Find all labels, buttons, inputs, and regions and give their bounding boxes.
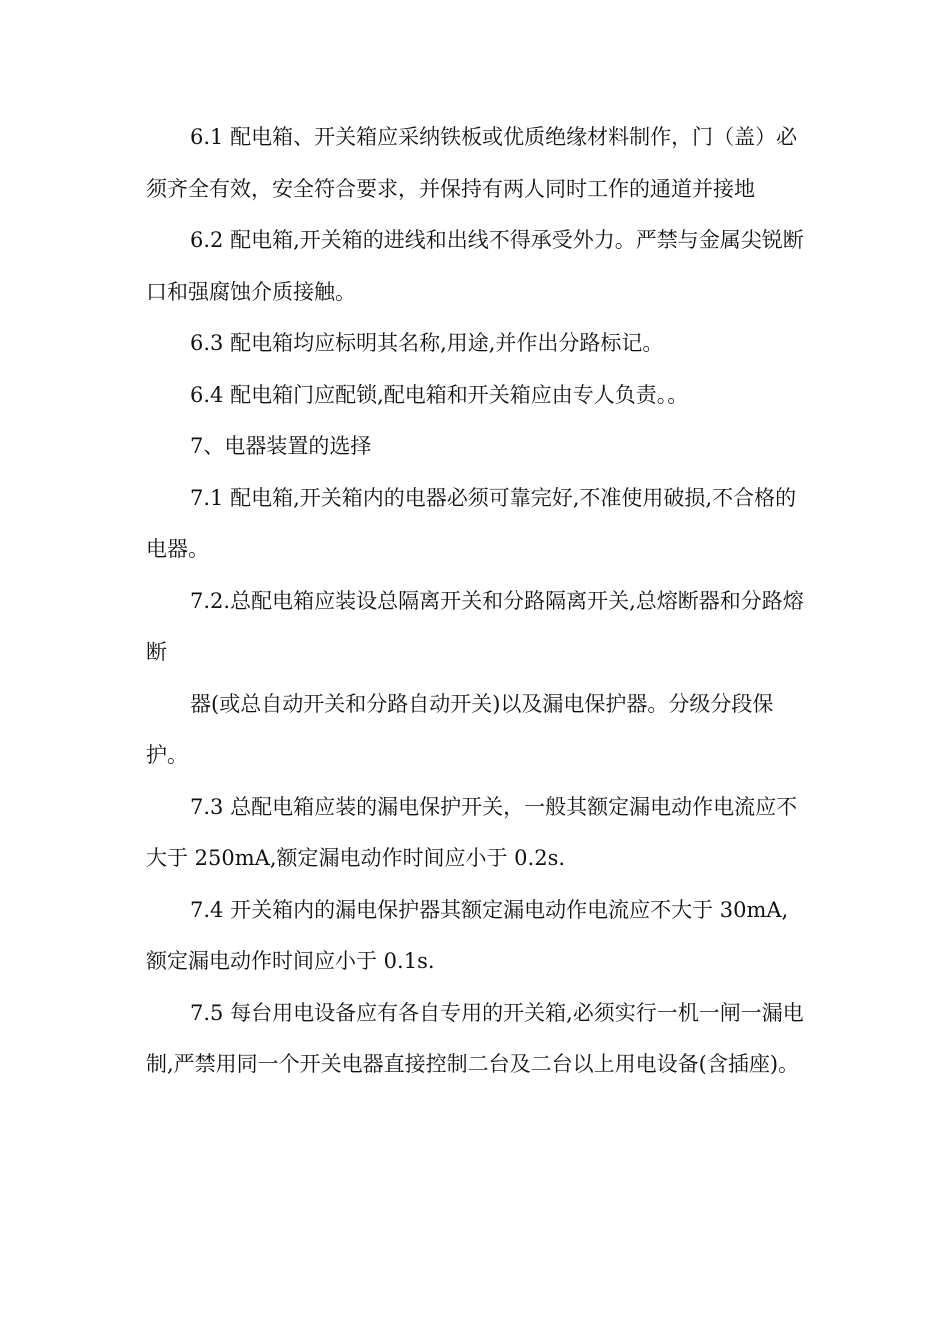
paragraph-6-4: 6.4 配电箱门应配锁,配电箱和开关箱应由专人负责。。	[190, 382, 689, 407]
paragraph-7-3: 7.3 总配电箱应装的漏电保护开关，一般其额定漏电动作电流应不大于 250mA,额定漏电动作时间应小于 0.2s.	[146, 794, 798, 870]
paragraph-7-1: 7.1 配电箱,开关箱内的电器必须可靠完好,不准使用破损,不合格的电器。	[146, 485, 797, 561]
paragraph-7-4: 7.4 开关箱内的漏电保护器其额定漏电动作电流应不大于 30mA,额定漏电动作时间应小于 0.1s.	[146, 897, 789, 973]
paragraph-6-1: 6.1 配电箱、开关箱应采纳铁板或优质绝缘材料制作，门（盖）必须齐全有效，安全符合要求，并保持有两人同时工作的通道并接地	[146, 125, 798, 201]
document-body	[146, 112, 806, 1091]
paragraph-6-3: 6.3 配电箱均应标明其名称,用途,并作出分路标记。	[190, 331, 664, 355]
paragraph-7-2-part-2: 器(或总自动开关和分路自动开关)以及漏电保护器。分级分段保护。	[146, 691, 774, 767]
paragraph-6-2: 6.2 配电箱,开关箱的进线和出线不得承受外力。严禁与金属尖锐断口和强腐蚀介质接触。	[146, 228, 804, 304]
section-heading-7: 7、电器装置的选择	[190, 434, 372, 458]
paragraph-7-2-part-1: 7.2.总配电箱应装设总隔离开关和分路隔离开关,总熔断器和分路熔断	[146, 588, 804, 664]
paragraph-7-5: 7.5 每台用电设备应有各自专用的开关箱,必须实行一机一闸一漏电制,严禁用同一个开关电器直接控制二台及二台以上用电设备(含插座)。	[146, 1000, 804, 1076]
